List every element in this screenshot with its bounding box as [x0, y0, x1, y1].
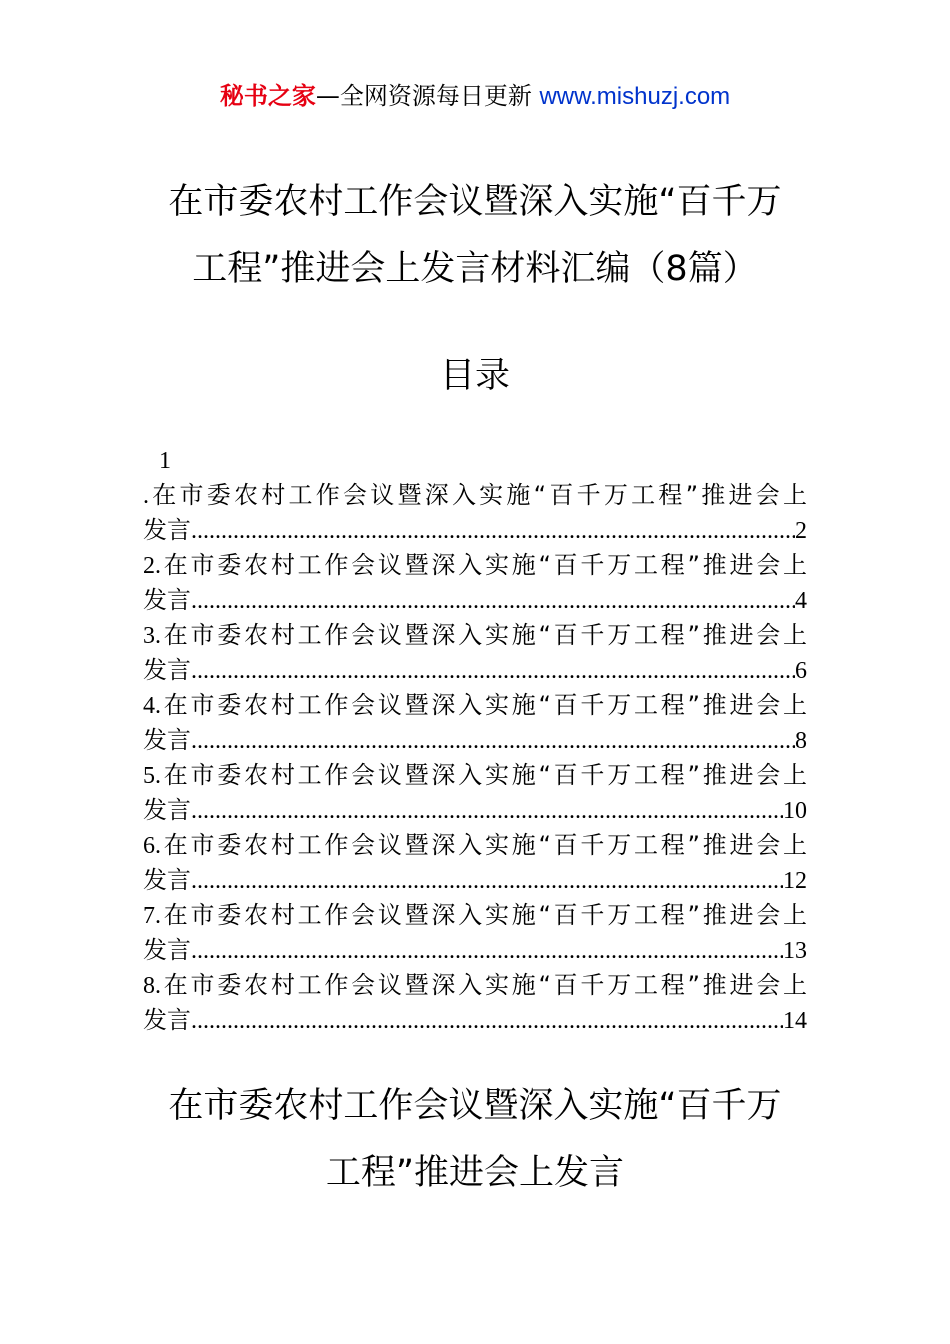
- toc-entry[interactable]: [143, 618, 807, 688]
- toc-entry-number: 5.: [143, 763, 161, 789]
- site-header: [0, 80, 950, 113]
- toc-page-number: 12: [783, 868, 807, 894]
- toc-page-number: 2: [795, 518, 807, 544]
- toc-entry[interactable]: [143, 688, 807, 758]
- toc-entry-number: 4.: [143, 693, 161, 719]
- toc-page-number: 10: [783, 798, 807, 824]
- toc-entry[interactable]: [143, 478, 807, 548]
- toc-leader-dots: [191, 934, 783, 969]
- toc-entry-title-cont: 发言: [143, 866, 191, 894]
- toc-entry-title-cont: 发言: [143, 796, 191, 824]
- document-title-line-1: 在市委农村工作会议暨深入实施“百千万: [168, 182, 782, 222]
- site-tagline: —全网资源每日更新: [315, 82, 540, 110]
- toc-entry-title-cont: 发言: [143, 726, 191, 754]
- toc-entry-number: 8.: [143, 973, 161, 999]
- toc-entry-number: 3.: [143, 623, 161, 649]
- toc-heading: 目录: [439, 356, 510, 396]
- toc-entry-title: 在市委农村工作会议暨深入实施“百千万工程”推进会上: [161, 971, 807, 999]
- toc-entry-title-cont: 发言: [143, 1006, 191, 1034]
- toc-entry[interactable]: [143, 758, 807, 828]
- toc-entry-number: 2.: [143, 553, 161, 579]
- toc-entry-title: 在市委农村工作会议暨深入实施“百千万工程”推进会上: [149, 481, 807, 509]
- toc-entry-title: 在市委农村工作会议暨深入实施“百千万工程”推进会上: [161, 831, 807, 859]
- site-url-link[interactable]: www.mishuzj.com: [539, 83, 731, 110]
- toc-entry-title: 在市委农村工作会议暨深入实施“百千万工程”推进会上: [161, 901, 807, 929]
- toc-entry-title-cont: 发言: [143, 516, 191, 544]
- toc-leader-dots: [191, 654, 795, 689]
- toc-entry-title: 在市委农村工作会议暨深入实施“百千万工程”推进会上: [161, 621, 807, 649]
- toc-page-number: 6: [795, 658, 807, 684]
- toc-leader-dots: [191, 514, 795, 549]
- toc-entry[interactable]: [143, 968, 807, 1038]
- toc-entry-title: 在市委农村工作会议暨深入实施“百千万工程”推进会上: [161, 761, 807, 789]
- toc-entry[interactable]: [143, 548, 807, 618]
- toc-leader-dots: [191, 794, 783, 829]
- toc-entry-number: .: [143, 483, 149, 509]
- toc-leader-dots: [191, 724, 795, 759]
- toc-page-number: 13: [783, 938, 807, 964]
- toc-page-number: 14: [783, 1008, 807, 1034]
- toc-page-number: 8: [795, 728, 807, 754]
- toc-entry[interactable]: [143, 828, 807, 898]
- brand-name: 秘书之家: [219, 82, 316, 110]
- toc-entry-title-cont: 发言: [143, 586, 191, 614]
- section-title-line-2: 工程”推进会上发言: [325, 1153, 625, 1193]
- toc-entry-number: 6.: [143, 833, 161, 859]
- document-title-line-2: 工程”推进会上发言材料汇编（8篇）: [192, 249, 758, 289]
- toc-leader-dots: [191, 864, 783, 899]
- section-title-line-1: 在市委农村工作会议暨深入实施“百千万: [168, 1086, 782, 1126]
- table-of-contents: [143, 444, 807, 1038]
- toc-entry-title-cont: 发言: [143, 936, 191, 964]
- toc-leader-dots: [191, 584, 795, 619]
- toc-entry-title-cont: 发言: [143, 656, 191, 684]
- toc-entry-title: 在市委农村工作会议暨深入实施“百千万工程”推进会上: [161, 551, 807, 579]
- toc-entry-number: 7.: [143, 903, 161, 929]
- toc-page-number: 4: [795, 588, 807, 614]
- toc-entry-title: 在市委农村工作会议暨深入实施“百千万工程”推进会上: [161, 691, 807, 719]
- toc-first-number: 1: [159, 448, 171, 474]
- toc-entry[interactable]: [143, 898, 807, 968]
- toc-leader-dots: [191, 1004, 783, 1039]
